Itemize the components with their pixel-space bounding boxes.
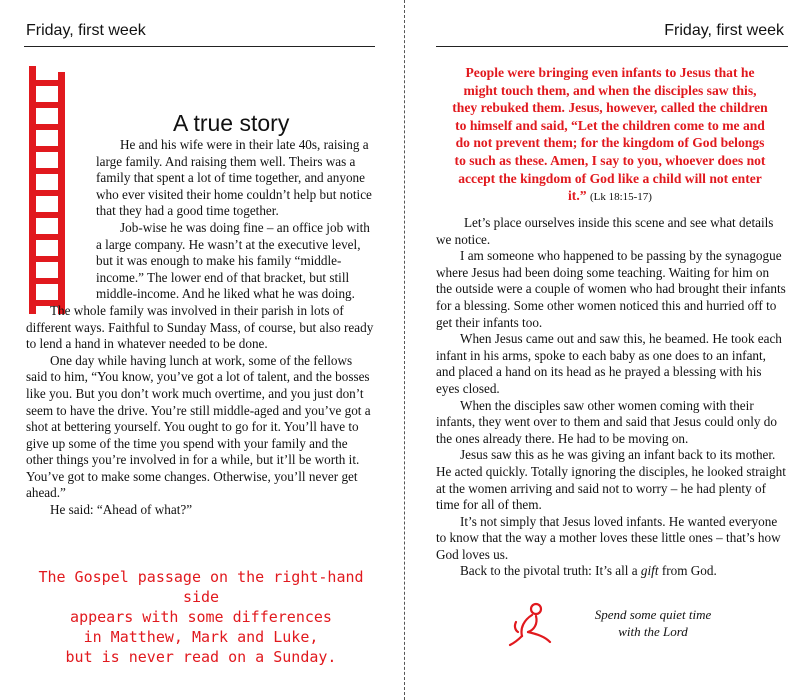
gospel-note-line: in Matthew, Mark and Luke, — [83, 628, 319, 646]
left-page — [0, 0, 405, 700]
story-paragraph: He and his wife were in their late 40s, raising a large family. And raising them well. Theirs was a family that spent a lot of time together, and anyone who ever visited their home couldn’t help but notice that they had a good time together. — [96, 137, 372, 219]
right-page-header: Friday, first week — [664, 22, 784, 39]
prayer-caption — [568, 606, 738, 640]
story-body — [26, 137, 376, 519]
story-paragraph: The whole family was involved in their parish in lots of different ways. Faithful to Sunday Mass, of course, but also ready to lend a hand in whatever needed to be done. — [26, 302, 374, 352]
story-paragraph: He said: “Ahead of what?” — [50, 502, 193, 518]
story-paragraph: Job-wise he was doing fine – an office job with a large company. He wasn’t at the executive level, but it was enough to make his family “middle-income.” The lower end of that bracket, but still middle-income. And he liked what he was doing. — [96, 219, 370, 302]
gospel-note — [26, 567, 376, 667]
gospel-quote-text: People were bringing even infants to Jesus that he might touch them, and when the disciples saw this, they rebuked them. Jesus, however, called the children to himself and said, “Let the children come to me and do not prevent them; for the kingdom of God belongs to such as these. Amen, I say to you, whoever does not accept the kingdom of God like a child will not enter it.” — [452, 65, 768, 204]
closing-text-end: from God. — [658, 563, 717, 579]
left-header-rule — [24, 46, 375, 47]
reflection-paragraph: I am someone who happened to be passing by the synagogue where Jesus had been doing some teaching. Waiting for him on the outside were a couple of women who had brought their infants for a blessing. Some other women noticed this and hurried off to get their infants too. — [436, 248, 786, 330]
gospel-reference: (Lk 18:15-17) — [589, 191, 652, 204]
left-page-header: Friday, first week — [26, 22, 146, 39]
gospel-note-line: The Gospel passage on the right-hand side — [38, 568, 364, 606]
reflection-paragraph: When the disciples saw other women coming with their infants, they went over to them and said that Jesus could only do the ones already there. He had to be moving on. — [436, 397, 777, 446]
reflection-body — [436, 215, 788, 580]
right-header-rule — [436, 46, 788, 47]
gospel-note-line: appears with some differences — [70, 608, 332, 626]
reflection-paragraph: When Jesus came out and saw this, he beamed. He took each infant in his arms, spoke to each baby as one does to an infant, and placed a hand on its head as he prayed a blessing with his eyes closed. — [436, 331, 782, 396]
story-paragraph: One day while having lunch at work, some of the fellows said to him, “You know, you’ve got a lot of talent, and the bosses like you. But you don’t work much overtime, and you just don’t seem to have the drive. You’re still middle-aged and you’ve got a shot at bettering yourself. You ought to go for it. You’ll have to give up some of the time you spend with your family and the other things you’re involved in for a while, but it’ll be worth it. You’ve got to make some changes. Otherwise, you’ll never get ahead.” — [26, 352, 371, 501]
reflection-paragraph: It’s not simply that Jesus loved infants. He wanted everyone to know that the way a mother loves these little ones – that’s how God loves us. — [436, 513, 781, 562]
story-title: A true story — [173, 110, 290, 136]
reflection-paragraph — [436, 563, 788, 580]
closing-emphasis: gift — [640, 563, 659, 579]
reflection-paragraph: Let’s place ourselves inside this scene and see what details we notice. — [436, 215, 774, 247]
prayer-caption-line: with the Lord — [618, 624, 688, 639]
praying-figure-icon — [506, 600, 556, 648]
gospel-note-line: but is never read on a Sunday. — [65, 648, 337, 666]
reflection-paragraph: Jesus saw this as he was giving an infant back to its mother. He acted quickly. Totally ignoring the disciples, he looked straight at the women arriving and said not to worry – he had plenty of time for all of them. — [436, 447, 786, 513]
right-page — [406, 0, 811, 700]
gospel-quote — [452, 64, 768, 207]
closing-text-start: Back to the pivotal truth: It’s all a — [460, 563, 641, 579]
prayer-caption-line: Spend some quiet time — [594, 607, 712, 622]
prayer-box — [506, 600, 786, 650]
